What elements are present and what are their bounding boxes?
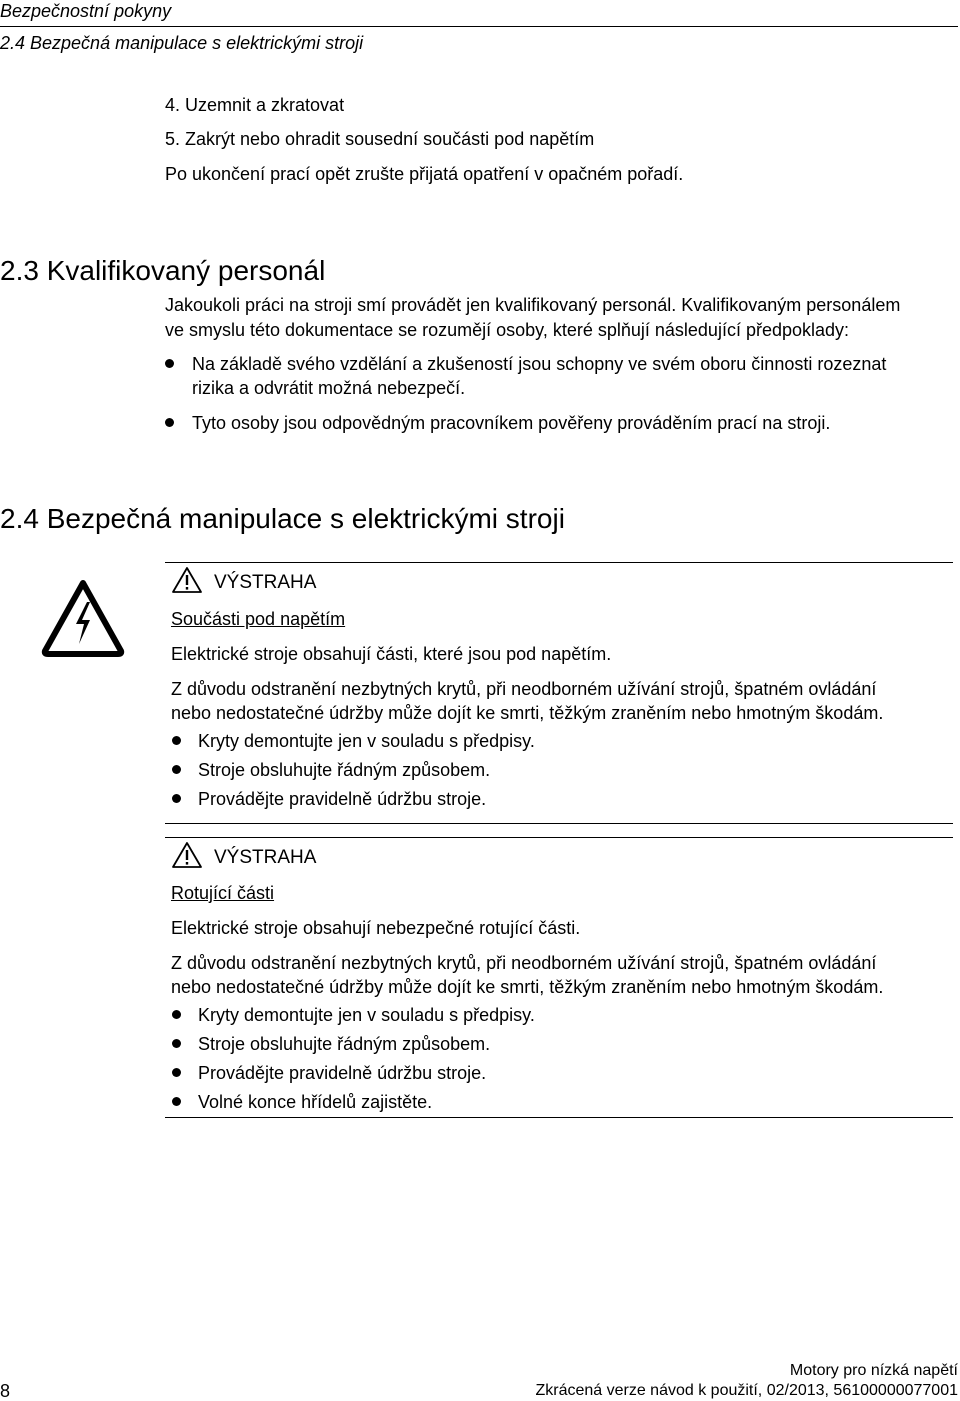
footer-title: Motory pro nízká napětí <box>789 1362 958 1379</box>
qualification-bullet-1-line1: Na základě svého vzdělání a zkušeností jsou schopny ve svém oboru činnosti rozeznat <box>192 354 887 374</box>
section-2-3-para-line1: Jakoukoli práci na stroji smí provádět jen kvalifikovaný personál. Kvalifikovaným personálem <box>165 295 901 315</box>
warning-text-line1: Elektrické stroje obsahují nebezpečné rotující části. <box>171 918 581 938</box>
bullet-dot <box>165 359 174 368</box>
step-5: 5. Zakrýt nebo ohradit sousední součásti pod napětím <box>165 129 595 149</box>
warning-bullet: Stroje obsluhujte řádným způsobem. <box>198 1034 491 1054</box>
bullet-dot <box>172 1039 181 1048</box>
warning-text-line1: Elektrické stroje obsahují části, které jsou pod napětím. <box>171 644 612 664</box>
warning-bullet: Kryty demontujte jen v souladu s předpisy. <box>198 731 535 751</box>
step-4: 4. Uzemnit a zkratovat <box>165 95 345 115</box>
closing-text: Po ukončení prací opět zrušte přijatá opatření v opačném pořadí. <box>165 164 684 184</box>
section-2-3-para-line2: ve smyslu této dokumentace se rozumějí osoby, které splňují následující předpoklady: <box>165 320 850 340</box>
signal-word: VÝSTRAHA <box>214 847 317 868</box>
section-heading-2-3: 2.3 Kvalifikovaný personál <box>0 255 326 286</box>
warning-text-line3: nebo nedostatečné údržby může dojít ke smrti, těžkým zraněním nebo hmotným škodám. <box>171 977 884 997</box>
warning-bullet: Volné konce hřídelů zajistěte. <box>198 1092 433 1112</box>
running-header-section: 2.4 Bezpečná manipulace s elektrickými stroji <box>0 33 364 53</box>
bullet-dot <box>165 418 174 427</box>
running-header-chapter: Bezpečnostní pokyny <box>0 1 172 21</box>
signal-word: VÝSTRAHA <box>214 572 317 593</box>
bullet-dot <box>172 794 181 803</box>
warning-triangle-icon <box>171 841 203 869</box>
bullet-dot <box>172 736 181 745</box>
page-number: 8 <box>0 1381 11 1401</box>
warning-text-line3: nebo nedostatečné údržby může dojít ke smrti, těžkým zraněním nebo hmotným škodám. <box>171 703 884 723</box>
section-heading-2-4: 2.4 Bezpečná manipulace s elektrickými stroji <box>0 503 565 534</box>
bullet-dot <box>172 765 181 774</box>
warning-bullet: Provádějte pravidelně údržbu stroje. <box>198 789 487 809</box>
bullet-dot <box>172 1097 181 1106</box>
bullet-dot <box>172 1068 181 1077</box>
qualification-bullet-2: Tyto osoby jsou odpovědným pracovníkem pověřeny prováděním prací na stroji. <box>192 413 831 433</box>
warning-title: Součásti pod napětím <box>171 609 346 629</box>
footer-subtitle: Zkrácená verze návod k použití, 02/2013, 56100000077001 <box>535 1382 958 1399</box>
warning-triangle-icon <box>171 566 203 594</box>
qualification-bullet-1-line2: rizika a odvrátit možná nebezpečí. <box>192 378 466 398</box>
warning-title: Rotující části <box>171 883 275 903</box>
warning-text-line2: Z důvodu odstranění nezbytných krytů, při neodborném užívání strojů, špatném ovládání <box>171 953 877 973</box>
warning-bullet: Provádějte pravidelně údržbu stroje. <box>198 1063 487 1083</box>
electric-hazard-icon <box>40 578 126 658</box>
warning-bullet: Kryty demontujte jen v souladu s předpisy. <box>198 1005 535 1025</box>
warning-bullet: Stroje obsluhujte řádným způsobem. <box>198 760 491 780</box>
header-rule <box>0 26 958 27</box>
bullet-dot <box>172 1010 181 1019</box>
warning-text-line2: Z důvodu odstranění nezbytných krytů, při neodborném užívání strojů, špatném ovládání <box>171 679 877 699</box>
